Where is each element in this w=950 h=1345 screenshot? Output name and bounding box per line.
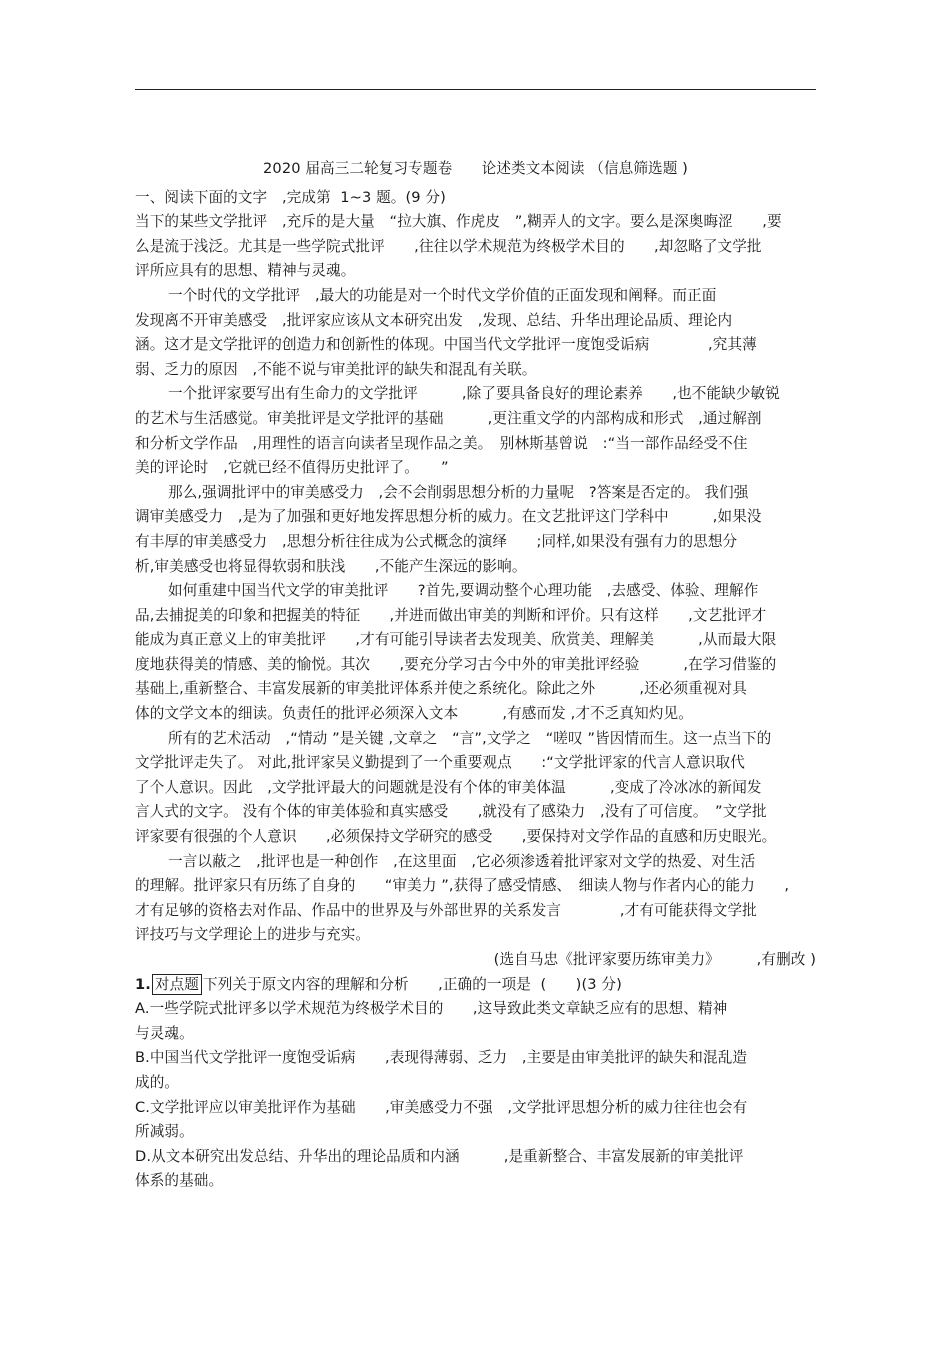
source-citation: (选自马忠《批评家要历练审美力》 ,有删改 ) <box>493 951 816 968</box>
document-page <box>135 157 816 1194</box>
paragraph-5 <box>135 579 816 727</box>
text-line: 当下的某些文学批评 ,充斥的是大量 “拉大旗、作虎皮 ”,糊弄人的文字。要么是深奥晦涩 ,要 <box>135 213 782 231</box>
paragraph-3 <box>135 382 816 480</box>
text-line: 才有足够的资格去对作品、作品中的世界及与外部世界的关系发言 ,才有可能获得文学批 <box>135 901 757 919</box>
text-line: 美的评论时 ,它就已经不值得历史批评了。 ” <box>135 459 449 477</box>
question-number: 1. <box>135 975 151 993</box>
question-tag: 对点题 <box>152 974 202 995</box>
text-line: 度地获得美的情感、美的愉悦。其次 ,要充分学习古今中外的审美批评经验 ,在学习借鉴的 <box>135 655 777 673</box>
section-intro: 一、阅读下面的文字 ,完成第 1~3 题。(9 分) <box>135 188 446 206</box>
option-line: 体系的基础。 <box>135 1172 224 1190</box>
text-line: 评所应具有的思想、精神与灵魂。 <box>135 262 356 280</box>
text-line: 么是流于浅泛。尤其是一些学院式批评 ,往往以学术规范为终极学术目的 ,却忽略了文学批 <box>135 237 762 255</box>
paragraph-7 <box>135 850 816 948</box>
option-line: 与灵魂。 <box>135 1024 194 1042</box>
option-a <box>135 997 816 1046</box>
text-line: 品,去捕捉美的印象和把握美的特征 ,并进而做出审美的判断和评价。只有这样 ,文艺批评才 <box>135 606 767 624</box>
option-line: D.从文本研究出发总结、升华出的理论品质和内涵 ,是重新整合、丰富发展新的审美批评 <box>135 1147 744 1165</box>
text-line: 弱、乏力的原因 ,不能不说与审美批评的缺失和混乱有关联。 <box>135 360 537 378</box>
text-line: 一个时代的文学批评 ,最大的功能是对一个时代文学价值的正面发现和阐释。而正面 <box>168 286 717 304</box>
option-c <box>135 1096 816 1145</box>
text-line: 评技巧与文学理论上的进步与充实。 <box>135 926 371 944</box>
text-line: 了个人意识。因此 ,文学批评最大的问题就是没有个体的审美体温 ,变成了冷冰冰的新闻发 <box>135 778 762 796</box>
text-line: 体的文学文本的细读。负责任的批评必须深入文本 ,有感而发 ,才不乏真知灼见。 <box>135 705 693 723</box>
text-line: 文学批评走失了。 对此,批评家吴义勤提到了一个重要观点 :“文学批评家的代言人意识取代 <box>135 754 745 772</box>
question-1 <box>135 973 816 1194</box>
text-line: 基础上,重新整合、丰富发展新的审美批评体系并使之系统化。除此之外 ,还必须重视对具 <box>135 680 747 698</box>
option-line: 所减弱。 <box>135 1123 194 1141</box>
text-line: 调审美感受力 ,是为了加强和更好地发挥思想分析的威力。在文艺批评这门学科中 ,如果没 <box>135 508 762 526</box>
text-line: 和分析文学作品 ,用理性的语言向读者呈现作品之美。 别林斯基曾说 :“当一部作品经受不住 <box>135 434 748 452</box>
text-line: 所有的艺术活动 ,“情动 ”是关键 ,文章之 “言”,文学之 “嗟叹 ”皆因情而生。这一点当下的 <box>168 729 772 747</box>
text-line: 一言以蔽之 ,批评也是一种创作 ,在这里面 ,它必须渗透着批评家对文学的热爱、对生活 <box>168 852 756 870</box>
option-line: B.中国当代文学批评一度饱受诟病 ,表现得薄弱、乏力 ,主要是由审美批评的缺失和混乱造 <box>135 1049 748 1067</box>
text-line: 那么,强调批评中的审美感受力 ,会不会削弱思想分析的力量呢 ?答案是否定的。 我们强 <box>168 483 749 501</box>
text-line: 有丰厚的审美感受力 ,思想分析往往成为公式概念的演绎 ;同样,如果没有强有力的思想分 <box>135 532 738 550</box>
option-line: C.文学批评应以审美批评作为基础 ,审美感受力不强 ,文学批评思想分析的威力往往也会有 <box>135 1098 748 1116</box>
question-stem-line <box>135 973 816 998</box>
option-line: 成的。 <box>135 1073 180 1091</box>
option-d <box>135 1145 816 1194</box>
text-line: 如何重建中国当代文学的审美批评 ?首先,要调动整个心理功能 ,去感受、体验、理解作 <box>168 582 759 600</box>
paragraph-4 <box>135 481 816 579</box>
text-line: 涵。这才是文学批评的创造力和创新性的体现。中国当代文学批评一度饱受诟病 ,究其薄 <box>135 336 757 354</box>
option-b <box>135 1046 816 1095</box>
text-line: 言人式的文字。 没有个体的审美体验和真实感受 ,就没有了感染力 ,没有了可信度。 ”文学批 <box>135 803 767 821</box>
text-line: 评家要有很强的个人意识 ,必须保持文学研究的感受 ,要保持对文学作品的直感和历史眼光。 <box>135 828 777 846</box>
paragraph-2 <box>135 284 816 382</box>
text-line: 能成为真正意义上的审美批评 ,才有可能引导读者去发现美、欣赏美、理解美 ,从而最大限 <box>135 631 777 649</box>
option-line: A.一些学院式批评多以学术规范为终极学术目的 ,这导致此类文章缺乏应有的思想、精神 <box>135 1000 728 1018</box>
paragraph-1 <box>135 210 816 284</box>
text-line: 的理解。批评家只有历练了自身的 “审美力 ”,获得了感受情感、 细读人物与作者内心的能力 , <box>135 877 790 895</box>
header-rule <box>135 89 816 90</box>
text-line: 发现离不开审美感受 ,批评家应该从文本研究出发 ,发现、总结、升华出理论品质、理论内 <box>135 311 733 329</box>
text-line: 一个批评家要写出有生命力的文学批评 ,除了要具备良好的理论素养 ,也不能缺少敏锐 <box>168 385 780 403</box>
text-line: 析,审美感受也将显得软弱和肤浅 ,不能产生深远的影响。 <box>135 557 527 575</box>
page-title: 2020 届高三二轮复习专题卷 论述类文本阅读 （信息筛选题 ) <box>263 160 688 177</box>
text-line: 的艺术与生活感觉。审美批评是文学批评的基础 ,更注重文学的内部构成和形式 ,通过解剖 <box>135 409 762 427</box>
paragraph-6 <box>135 727 816 850</box>
question-stem: 下列关于原文内容的理解和分析 ,正确的一项是 ( )(3 分) <box>203 975 622 993</box>
